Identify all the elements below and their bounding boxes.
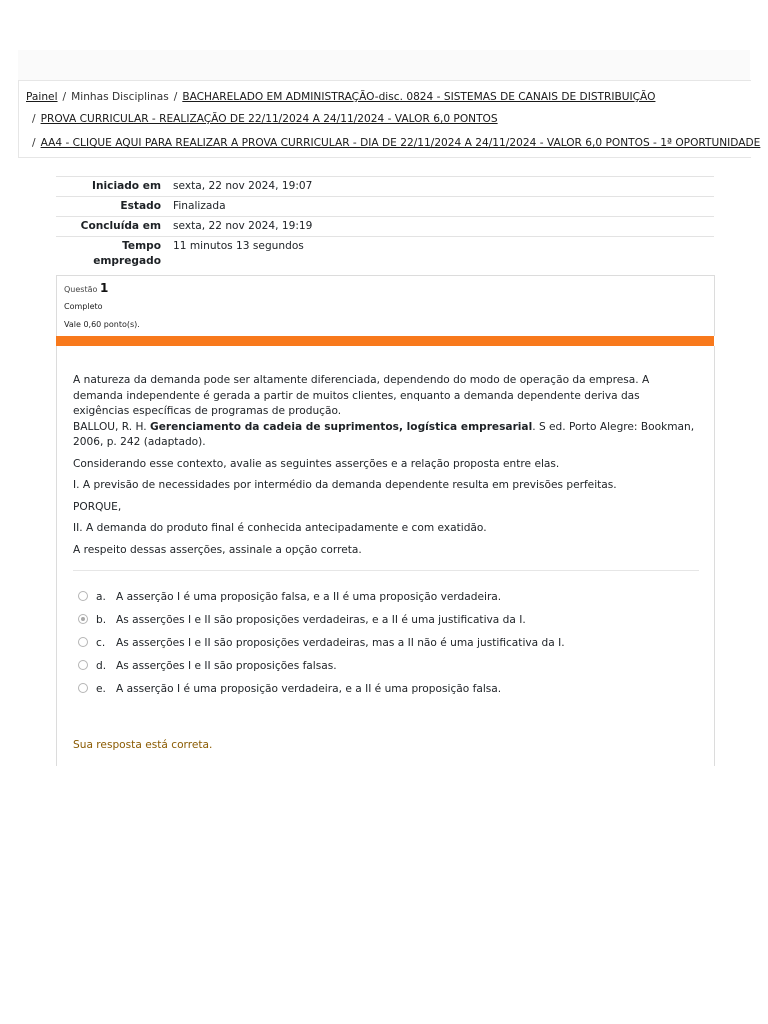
options-divider	[73, 570, 699, 571]
summary-label	[56, 237, 167, 272]
question-reference	[73, 420, 698, 451]
breadcrumb-course-link[interactable]: BACHARELADO EM ADMINISTRAÇÃO-disc. 0824 - SISTEMAS DE CANAIS DE DISTRIBUIÇÃO	[182, 91, 656, 103]
question-grade: Vale 0,60 ponto(s).	[64, 320, 140, 329]
summary-row-completed	[56, 217, 714, 237]
question-accent-bar	[56, 336, 714, 346]
summary-label: Concluída em	[56, 217, 167, 237]
question-content	[56, 346, 715, 766]
radio-button-selected[interactable]	[78, 614, 88, 624]
breadcrumb-painel-link[interactable]: Painel	[26, 91, 58, 103]
summary-value: sexta, 22 nov 2024, 19:07	[167, 177, 714, 197]
reference-rest: . S ed. Porto Alegre: Bookman, 2006, p. 242 (adaptado).	[73, 420, 695, 448]
option-letter: b.	[96, 614, 107, 626]
summary-row-started	[56, 177, 714, 197]
question-paragraph: A respeito dessas asserções, assinale a opção correta.	[73, 543, 362, 556]
question-text	[73, 373, 698, 564]
reference-title: Gerenciamento da cadeia de suprimentos, logística empresarial	[150, 420, 533, 433]
question-number	[64, 281, 108, 295]
answer-option-e[interactable]	[78, 681, 501, 697]
breadcrumb-separator: /	[32, 137, 36, 149]
question-number-value: 1	[99, 281, 109, 295]
option-letter: e.	[96, 683, 106, 695]
breadcrumb-section-link[interactable]: PROVA CURRICULAR - REALIZAÇÃO DE 22/11/2024 A 24/11/2024 - VALOR 6,0 PONTOS	[40, 113, 498, 125]
radio-button[interactable]	[78, 591, 88, 601]
answer-option-d[interactable]	[78, 658, 337, 674]
question-paragraph: PORQUE,	[73, 500, 122, 513]
answer-option-c[interactable]	[78, 635, 565, 651]
feedback-correct: Sua resposta está correta.	[73, 739, 213, 751]
reference-author: BALLOU, R. H.	[73, 420, 151, 433]
option-text: A asserção I é uma proposição verdadeira, e a II é uma proposição falsa.	[116, 683, 502, 695]
breadcrumb-line-1	[26, 90, 655, 104]
option-text: As asserções I e II são proposições verdadeiras, mas a II não é uma justificativa da I.	[116, 637, 565, 649]
option-text: As asserções I e II são proposições verdadeiras, e a II é uma justificativa da I.	[116, 614, 526, 626]
radio-button[interactable]	[78, 660, 88, 670]
option-letter: c.	[96, 637, 106, 649]
question-prefix: Questão	[64, 285, 98, 294]
question-paragraph: Considerando esse contexto, avalie as seguintes asserções e a relação proposta entre elas.	[73, 457, 560, 470]
summary-value: 11 minutos 13 segundos	[167, 237, 714, 272]
radio-button[interactable]	[78, 637, 88, 647]
option-letter: d.	[96, 660, 107, 672]
question-paragraph: II. A demanda do produto final é conhecida antecipadamente e com exatidão.	[73, 522, 487, 534]
breadcrumb-line-3	[32, 136, 760, 150]
breadcrumb-line-2	[32, 112, 498, 126]
summary-row-state	[56, 197, 714, 217]
breadcrumb-activity-link[interactable]: AA4 - CLIQUE AQUI PARA REALIZAR A PROVA CURRICULAR - DIA DE 22/11/2024 A 24/11/2024 - VALOR 6,0 PONTOS - 1ª OPORTUNIDADE	[40, 137, 761, 149]
question-paragraph: I. A previsão de necessidades por intermédio da demanda dependente resulta em previsões perfeitas.	[73, 479, 617, 491]
breadcrumb-minhas-disciplinas: Minhas Disciplinas	[71, 91, 169, 103]
option-text: As asserções I e II são proposições falsas.	[116, 660, 337, 672]
summary-label-line1: Tempo	[122, 240, 161, 252]
summary-label-line2: empregado	[93, 255, 161, 267]
summary-value: sexta, 22 nov 2024, 19:19	[167, 217, 714, 237]
question-paragraph: A natureza da demanda pode ser altamente diferenciada, dependendo do modo de operação da empresa. A demanda independente é gerada a partir de muitos clientes, enquanto a demanda dependente deriva das exigências específicas de programas de produção.	[73, 374, 650, 417]
answer-option-a[interactable]	[78, 589, 501, 605]
summary-row-time-taken	[56, 237, 714, 272]
breadcrumb-separator: /	[62, 91, 67, 103]
radio-button[interactable]	[78, 683, 88, 693]
summary-label: Iniciado em	[56, 177, 167, 197]
breadcrumb-separator: /	[32, 113, 36, 125]
question-state: Completo	[64, 302, 103, 311]
option-text: A asserção I é uma proposição falsa, e a II é uma proposição verdadeira.	[116, 591, 502, 603]
summary-value: Finalizada	[167, 197, 714, 217]
summary-label: Estado	[56, 197, 167, 217]
attempt-summary-table	[56, 176, 714, 271]
answer-option-b[interactable]	[78, 612, 526, 628]
breadcrumb	[18, 80, 761, 158]
top-strip	[18, 50, 750, 80]
option-letter: a.	[96, 591, 106, 603]
breadcrumb-separator: /	[173, 91, 178, 103]
question-info	[56, 275, 715, 336]
